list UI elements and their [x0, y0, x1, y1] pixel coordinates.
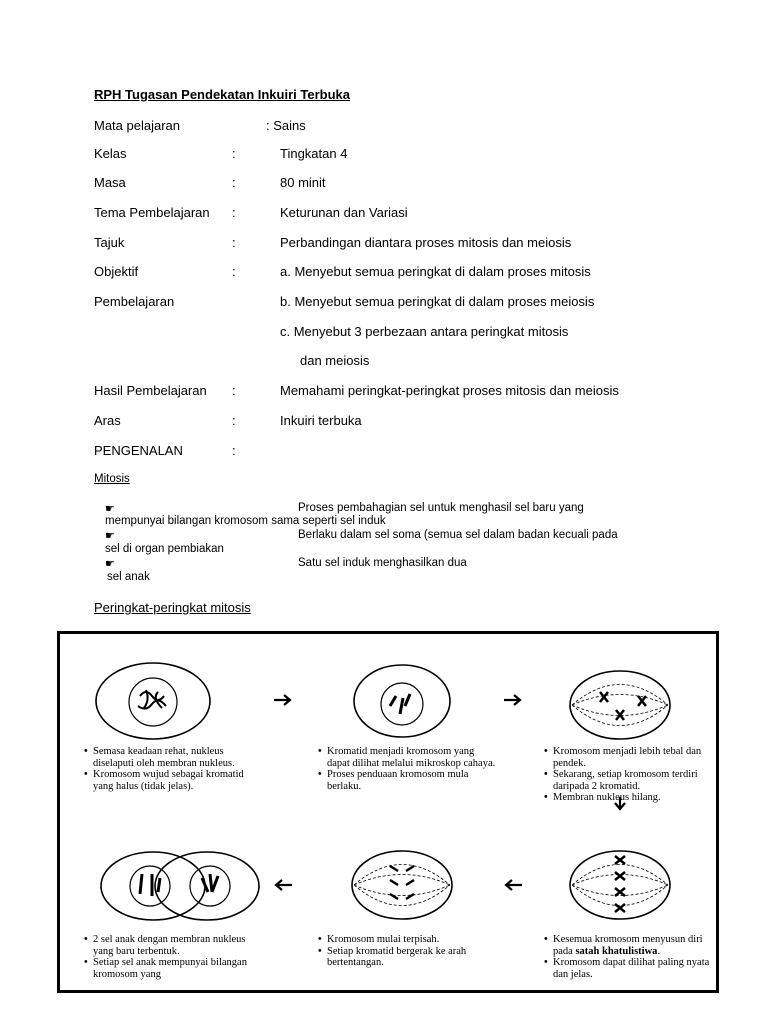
point-text: Proses pembahagian sel untuk menghasil sel baru yang: [298, 502, 584, 514]
field-label: Objektif: [94, 264, 139, 279]
point-text: sel di organ pembiakan: [105, 543, 224, 555]
point-text: Berlaku dalam sel soma (semua sel dalam badan kecuali pada: [298, 529, 618, 541]
field-value: 80 minit: [280, 175, 326, 190]
telophase-cells: [101, 852, 259, 920]
point-text: mempunyai bilangan kromosom sama seperti sel induk: [105, 515, 386, 527]
field-value: Memahami peringkat-peringkat proses mitosis dan meiosis: [280, 383, 619, 398]
prophase-cell: [354, 665, 450, 737]
metaphase-cell: [570, 851, 670, 919]
caption-item: [553, 934, 723, 957]
caption-text: .: [657, 945, 661, 957]
field-colon: :: [232, 264, 236, 279]
caption-item: • Kromosom dapat dilihat paling nyata dan jelas.: [553, 957, 723, 980]
caption-item: • Semasa keadaan rehat, nukleus diselaputi oleh membran nukleus.: [93, 746, 263, 769]
caption-item: • Sekarang, setiap kromosom terdiri daripada 2 kromatid.: [553, 769, 723, 792]
field-value: Inkuiri terbuka: [280, 413, 362, 428]
field-colon: :: [232, 205, 236, 220]
caption-item: • Proses penduaan kromosom mula berlaku.: [327, 769, 497, 792]
caption-item: • Kromatid menjadi kromosom yang dapat dilihat melalui mikroskop cahaya.: [327, 746, 497, 769]
field-label: Kelas: [94, 146, 127, 161]
caption-item: • Setiap sel anak mempunyai bilangan kromosom yang: [93, 957, 263, 980]
field-colon: :: [232, 443, 236, 458]
pointing-hand-icon: ☛: [105, 558, 115, 570]
point-text: Satu sel induk menghasilkan dua: [298, 557, 467, 569]
anaphase-cell: [352, 851, 452, 919]
field-value: : Sains: [266, 118, 306, 133]
field-label: Mata pelajaran: [94, 118, 180, 133]
field-value: Tingkatan 4: [280, 146, 348, 161]
caption-item: • Membran nukleus hilang.: [553, 792, 723, 804]
field-value: dan meiosis: [300, 353, 370, 368]
caption-bold-text: satah khatulistiwa: [575, 945, 658, 957]
late-prophase-cell: [570, 671, 670, 739]
interphase-cell: [96, 663, 210, 739]
field-label: Aras: [94, 413, 121, 428]
caption-item: • 2 sel anak dengan membran nukleus yang baru terbentuk.: [93, 934, 263, 957]
field-label: Hasil Pembelajaran: [94, 383, 207, 398]
field-value: b. Menyebut semua peringkat di dalam proses meiosis: [280, 294, 595, 309]
field-value: Perbandingan diantara proses mitosis dan meiosis: [280, 235, 572, 250]
field-label: PENGENALAN: [94, 443, 183, 458]
point-text: sel anak: [107, 571, 150, 583]
field-label: Masa: [94, 175, 126, 190]
field-colon: :: [232, 235, 236, 250]
stage6-caption: [83, 934, 263, 980]
field-colon: :: [232, 383, 236, 398]
stage3-caption: [543, 746, 723, 804]
pointing-hand-icon: ☛: [105, 503, 115, 515]
stages-heading: Peringkat-peringkat mitosis: [94, 600, 251, 615]
field-label: Tema Pembelajaran: [94, 205, 210, 220]
field-colon: :: [232, 146, 236, 161]
mitosis-heading: Mitosis: [94, 473, 130, 485]
stage4-caption: [543, 934, 723, 980]
stage5-caption: [317, 934, 497, 969]
field-value: Keturunan dan Variasi: [280, 205, 408, 220]
caption-text: Kesemua kromosom menyusun diri pada: [553, 934, 703, 957]
field-value: c. Menyebut 3 perbezaan antara peringkat mitosis: [280, 324, 569, 339]
stage2-caption: [317, 746, 497, 792]
caption-item: • Kromosom wujud sebagai kromatid yang halus (tidak jelas).: [93, 769, 263, 792]
caption-item: • Kromosom menjadi lebih tebal dan pendek.: [553, 746, 723, 769]
stage1-caption: [83, 746, 263, 792]
document-title: RPH Tugasan Pendekatan Inkuiri Terbuka: [94, 87, 350, 102]
caption-item: • Kromosom mulai terpisah.: [327, 934, 497, 946]
mitosis-diagram: [57, 631, 719, 993]
field-colon: :: [232, 413, 236, 428]
field-value: a. Menyebut semua peringkat di dalam proses mitosis: [280, 264, 591, 279]
field-label: Tajuk: [94, 235, 125, 250]
pointing-hand-icon: ☛: [105, 530, 115, 542]
field-label: Pembelajaran: [94, 294, 175, 309]
caption-item: • Setiap kromatid bergerak ke arah bertentangan.: [327, 946, 497, 969]
field-colon: :: [232, 175, 236, 190]
